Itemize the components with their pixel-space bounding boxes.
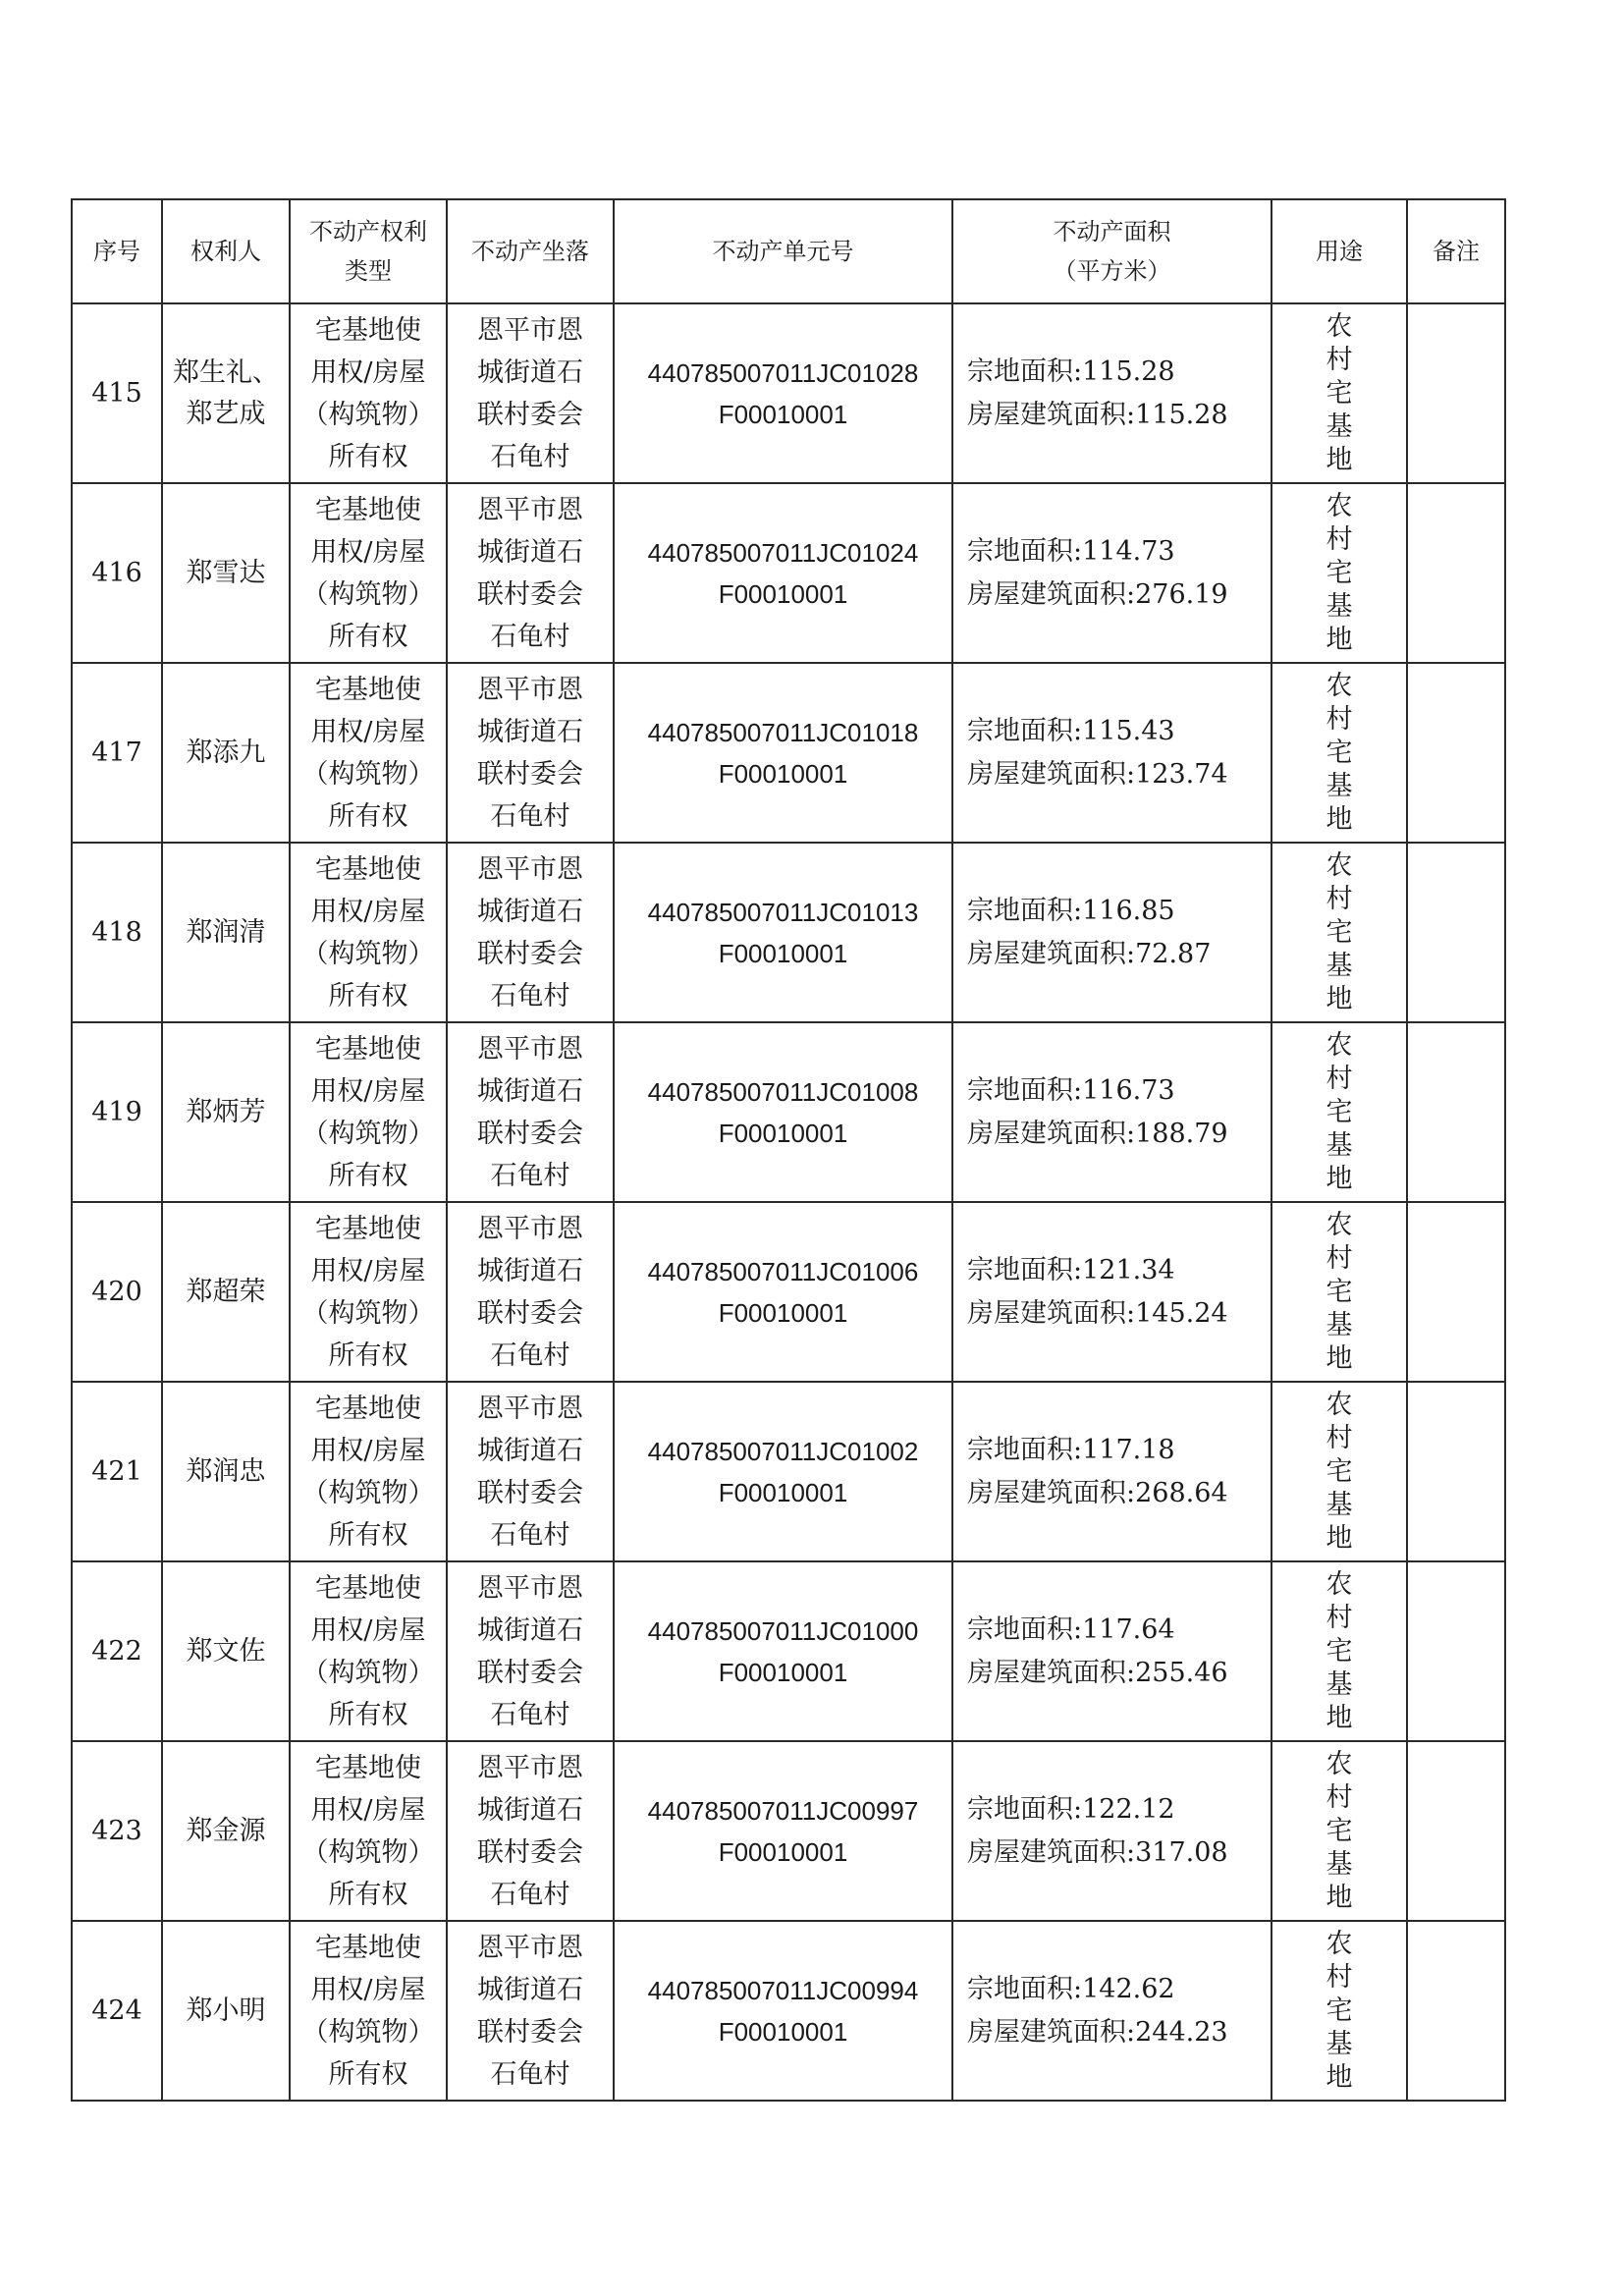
- unit-no-line: 440785007011JC00994: [647, 1975, 919, 2005]
- right-type-line: 所有权: [328, 2058, 408, 2090]
- owner-name: 郑金源: [186, 1815, 266, 1846]
- row-location: [447, 843, 614, 1022]
- usage-char: 村: [1325, 1422, 1353, 1453]
- right-type-line: 所有权: [328, 800, 408, 832]
- usage-char: 农: [1325, 1029, 1353, 1061]
- location-line: 城街道石: [477, 1255, 583, 1286]
- row-right-type: [290, 1382, 447, 1561]
- row-remark: [1407, 1741, 1505, 1921]
- right-type-line: 用权/房屋: [310, 1794, 426, 1826]
- usage-char: 宅: [1325, 1455, 1353, 1487]
- row-right-type: [290, 1921, 447, 2101]
- row-seq: 416: [72, 483, 162, 663]
- area-line: 房屋建筑面积:72.87: [967, 938, 1212, 969]
- unit-no-line: F00010001: [718, 758, 848, 789]
- table-row: [72, 1382, 1505, 1561]
- row-usage: [1271, 843, 1407, 1022]
- right-type-line: 用权/房屋: [310, 896, 426, 927]
- row-owner: [162, 843, 290, 1022]
- location-line: 城街道石: [477, 1075, 583, 1107]
- location-line: 联村委会: [477, 1297, 583, 1329]
- right-type-line: 用权/房屋: [310, 536, 426, 568]
- row-remark: [1407, 1561, 1505, 1741]
- row-unit-no: [614, 1382, 952, 1561]
- usage-char: 农: [1325, 1748, 1353, 1779]
- right-type-line: 所有权: [328, 1699, 408, 1730]
- area-line: 房屋建筑面积:244.23: [967, 2016, 1228, 2048]
- row-right-type: [290, 1022, 447, 1202]
- right-type-line: 所有权: [328, 1339, 408, 1371]
- usage-char: 农: [1325, 490, 1353, 521]
- property-registry-table: [71, 198, 1506, 2102]
- usage-char: 农: [1325, 1209, 1353, 1240]
- area-line: 房屋建筑面积:317.08: [967, 1836, 1228, 1868]
- unit-no-line: 440785007011JC01028: [647, 357, 919, 388]
- unit-no-line: 440785007011JC01008: [647, 1076, 919, 1107]
- row-seq: 424: [72, 1921, 162, 2101]
- right-type-line: （构筑物）: [301, 1836, 435, 1868]
- area-line: 房屋建筑面积:188.79: [967, 1118, 1228, 1149]
- area-line: 房屋建筑面积:145.24: [967, 1297, 1228, 1329]
- unit-no-line: 440785007011JC00997: [647, 1795, 919, 1826]
- row-right-type: [290, 663, 447, 843]
- header-seq: 序号: [72, 199, 162, 303]
- location-line: 恩平市恩: [477, 1572, 583, 1604]
- location-line: 石龟村: [490, 2058, 570, 2090]
- location-line: 城街道石: [477, 1794, 583, 1826]
- location-line: 联村委会: [477, 578, 583, 610]
- right-type-line: （构筑物）: [301, 938, 435, 969]
- right-type-line: （构筑物）: [301, 1657, 435, 1688]
- location-line: 石龟村: [490, 441, 570, 472]
- row-seq: 415: [72, 303, 162, 483]
- row-seq: 421: [72, 1382, 162, 1561]
- owner-name: 郑炳芳: [186, 1096, 266, 1127]
- right-type-line: 用权/房屋: [310, 1974, 426, 2005]
- location-line: 城街道石: [477, 536, 583, 568]
- row-remark: [1407, 1022, 1505, 1202]
- usage-char: 宅: [1325, 1635, 1353, 1667]
- header-area-line: （平方米）: [1053, 257, 1171, 285]
- row-unit-no: [614, 1202, 952, 1382]
- table-body: [72, 303, 1505, 2101]
- row-unit-no: [614, 1561, 952, 1741]
- usage-char: 村: [1325, 1242, 1353, 1274]
- unit-no-line: F00010001: [718, 578, 848, 609]
- usage-char: 地: [1325, 444, 1353, 475]
- row-unit-no: [614, 1022, 952, 1202]
- right-type-line: 宅基地使: [315, 314, 421, 346]
- area-line: 房屋建筑面积:276.19: [967, 578, 1228, 610]
- area-line: 房屋建筑面积:115.28: [967, 399, 1228, 430]
- usage-char: 地: [1325, 803, 1353, 835]
- row-remark: [1407, 843, 1505, 1022]
- usage-char: 基: [1325, 1668, 1353, 1700]
- usage-char: 基: [1325, 1489, 1353, 1520]
- location-line: 城街道石: [477, 896, 583, 927]
- owner-name: 郑文佐: [186, 1635, 266, 1667]
- unit-no-line: 440785007011JC01024: [647, 537, 919, 568]
- row-unit-no: [614, 483, 952, 663]
- usage-char: 宅: [1325, 1995, 1353, 2026]
- header-unit-no: 不动产单元号: [614, 199, 952, 303]
- row-location: [447, 1382, 614, 1561]
- usage-char: 地: [1325, 1342, 1353, 1374]
- location-line: 恩平市恩: [477, 1213, 583, 1244]
- table-row: [72, 1022, 1505, 1202]
- right-type-line: 宅基地使: [315, 1572, 421, 1604]
- owner-name: 郑生礼、: [173, 356, 279, 388]
- row-right-type: [290, 843, 447, 1022]
- area-line: 宗地面积:114.73: [967, 535, 1175, 567]
- table-row: [72, 303, 1505, 483]
- location-line: 联村委会: [477, 758, 583, 790]
- usage-char: 地: [1325, 1163, 1353, 1194]
- row-usage: [1271, 303, 1407, 483]
- table-row: [72, 483, 1505, 663]
- row-location: [447, 1202, 614, 1382]
- usage-char: 基: [1325, 1848, 1353, 1880]
- usage-char: 农: [1325, 670, 1353, 701]
- area-line: 房屋建筑面积:123.74: [967, 758, 1228, 790]
- row-right-type: [290, 1741, 447, 1921]
- row-location: [447, 1741, 614, 1921]
- location-line: 城街道石: [477, 1614, 583, 1646]
- usage-char: 村: [1325, 1781, 1353, 1813]
- usage-char: 村: [1325, 883, 1353, 914]
- usage-char: 宅: [1325, 1096, 1353, 1127]
- location-line: 恩平市恩: [477, 1752, 583, 1783]
- row-owner: [162, 303, 290, 483]
- usage-char: 村: [1325, 523, 1353, 555]
- owner-name: 郑雪达: [186, 557, 266, 588]
- right-type-line: 用权/房屋: [310, 1614, 426, 1646]
- row-owner: [162, 1202, 290, 1382]
- usage-char: 宅: [1325, 557, 1353, 588]
- owner-name: 郑润忠: [186, 1455, 266, 1487]
- owner-name: 郑超荣: [186, 1276, 266, 1307]
- table-row: [72, 1921, 1505, 2101]
- row-usage: [1271, 1022, 1407, 1202]
- row-usage: [1271, 1561, 1407, 1741]
- right-type-line: 宅基地使: [315, 1752, 421, 1783]
- unit-no-line: 440785007011JC01018: [647, 717, 919, 747]
- location-line: 石龟村: [490, 1879, 570, 1910]
- usage-char: 农: [1325, 1568, 1353, 1600]
- usage-char: 地: [1325, 624, 1353, 655]
- area-line: 房屋建筑面积:255.46: [967, 1657, 1228, 1688]
- header-area-line: 不动产面积: [1053, 218, 1171, 246]
- row-area: [952, 1202, 1271, 1382]
- location-line: 恩平市恩: [477, 1033, 583, 1065]
- row-owner: [162, 1921, 290, 2101]
- right-type-line: （构筑物）: [301, 1118, 435, 1149]
- area-line: 宗地面积:121.34: [967, 1254, 1175, 1285]
- table-row: [72, 843, 1505, 1022]
- usage-char: 农: [1325, 310, 1353, 342]
- area-line: 宗地面积:117.18: [967, 1434, 1175, 1465]
- right-type-line: 所有权: [328, 980, 408, 1011]
- unit-no-line: F00010001: [718, 938, 848, 968]
- row-remark: [1407, 1921, 1505, 2101]
- row-seq: 419: [72, 1022, 162, 1202]
- table-row: [72, 1561, 1505, 1741]
- row-seq: 418: [72, 843, 162, 1022]
- row-usage: [1271, 483, 1407, 663]
- row-area: [952, 1382, 1271, 1561]
- location-line: 石龟村: [490, 1519, 570, 1551]
- usage-char: 基: [1325, 590, 1353, 622]
- usage-char: 基: [1325, 410, 1353, 442]
- location-line: 联村委会: [477, 2016, 583, 2048]
- row-owner: [162, 1561, 290, 1741]
- area-line: 宗地面积:117.64: [967, 1613, 1175, 1645]
- row-owner: [162, 483, 290, 663]
- usage-char: 地: [1325, 1522, 1353, 1554]
- unit-no-line: 440785007011JC01013: [647, 897, 919, 927]
- unit-no-line: F00010001: [718, 1657, 848, 1687]
- row-seq: 417: [72, 663, 162, 843]
- usage-char: 基: [1325, 1309, 1353, 1340]
- usage-char: 地: [1325, 2061, 1353, 2093]
- usage-char: 村: [1325, 1063, 1353, 1094]
- row-area: [952, 1022, 1271, 1202]
- row-remark: [1407, 483, 1505, 663]
- location-line: 石龟村: [490, 800, 570, 832]
- row-area: [952, 1921, 1271, 2101]
- row-area: [952, 303, 1271, 483]
- header-usage: 用途: [1271, 199, 1407, 303]
- right-type-line: 用权/房屋: [310, 356, 426, 388]
- right-type-line: 用权/房屋: [310, 1075, 426, 1107]
- row-right-type: [290, 303, 447, 483]
- location-line: 联村委会: [477, 1118, 583, 1149]
- right-type-line: 用权/房屋: [310, 1435, 426, 1466]
- owner-name: 郑添九: [186, 737, 266, 768]
- usage-char: 宅: [1325, 1815, 1353, 1846]
- right-type-line: （构筑物）: [301, 758, 435, 790]
- location-line: 恩平市恩: [477, 674, 583, 705]
- unit-no-line: F00010001: [718, 399, 848, 429]
- row-usage: [1271, 1741, 1407, 1921]
- usage-char: 宅: [1325, 916, 1353, 948]
- row-unit-no: [614, 303, 952, 483]
- usage-char: 农: [1325, 1928, 1353, 1959]
- location-line: 城街道石: [477, 1435, 583, 1466]
- row-seq: 422: [72, 1561, 162, 1741]
- location-line: 石龟村: [490, 1699, 570, 1730]
- location-line: 联村委会: [477, 938, 583, 969]
- usage-char: 农: [1325, 1389, 1353, 1420]
- header-row: [72, 199, 1505, 303]
- row-right-type: [290, 1202, 447, 1382]
- row-owner: [162, 1382, 290, 1561]
- usage-char: 村: [1325, 703, 1353, 735]
- usage-char: 宅: [1325, 377, 1353, 409]
- owner-name: 郑润清: [186, 916, 266, 948]
- row-unit-no: [614, 1921, 952, 2101]
- usage-char: 基: [1325, 1129, 1353, 1161]
- usage-char: 宅: [1325, 1276, 1353, 1307]
- right-type-line: 宅基地使: [315, 853, 421, 885]
- area-line: 宗地面积:142.62: [967, 1973, 1175, 2004]
- location-line: 联村委会: [477, 399, 583, 430]
- row-location: [447, 1921, 614, 2101]
- right-type-line: （构筑物）: [301, 578, 435, 610]
- table-row: [72, 663, 1505, 843]
- right-type-line: 宅基地使: [315, 1033, 421, 1065]
- unit-no-line: F00010001: [718, 1477, 848, 1507]
- row-usage: [1271, 1921, 1407, 2101]
- row-usage: [1271, 1202, 1407, 1382]
- unit-no-line: 440785007011JC01002: [647, 1436, 919, 1466]
- header-remark: 备注: [1407, 199, 1505, 303]
- right-type-line: （构筑物）: [301, 2016, 435, 2048]
- right-type-line: 宅基地使: [315, 1932, 421, 1963]
- usage-char: 村: [1325, 344, 1353, 375]
- usage-char: 地: [1325, 1882, 1353, 1913]
- right-type-line: 用权/房屋: [310, 716, 426, 747]
- area-line: 宗地面积:115.43: [967, 715, 1175, 746]
- location-line: 联村委会: [477, 1836, 583, 1868]
- row-remark: [1407, 663, 1505, 843]
- unit-no-line: 440785007011JC01006: [647, 1256, 919, 1286]
- row-owner: [162, 1022, 290, 1202]
- header-owner: 权利人: [162, 199, 290, 303]
- area-line: 宗地面积:116.85: [967, 895, 1175, 926]
- usage-char: 宅: [1325, 737, 1353, 768]
- row-remark: [1407, 1382, 1505, 1561]
- area-line: 宗地面积:115.28: [967, 355, 1175, 387]
- row-right-type: [290, 1561, 447, 1741]
- right-type-line: 用权/房屋: [310, 1255, 426, 1286]
- row-area: [952, 843, 1271, 1022]
- right-type-line: （构筑物）: [301, 1297, 435, 1329]
- usage-char: 地: [1325, 1702, 1353, 1733]
- row-location: [447, 483, 614, 663]
- row-usage: [1271, 1382, 1407, 1561]
- row-location: [447, 1561, 614, 1741]
- row-remark: [1407, 303, 1505, 483]
- right-type-line: （构筑物）: [301, 399, 435, 430]
- header-right-type-line: 不动产权利: [309, 218, 427, 246]
- right-type-line: 宅基地使: [315, 1393, 421, 1424]
- row-unit-no: [614, 843, 952, 1022]
- right-type-line: 宅基地使: [315, 494, 421, 525]
- right-type-line: 所有权: [328, 441, 408, 472]
- usage-char: 村: [1325, 1961, 1353, 1993]
- right-type-line: 所有权: [328, 1160, 408, 1191]
- row-area: [952, 1741, 1271, 1921]
- right-type-line: （构筑物）: [301, 1477, 435, 1508]
- row-area: [952, 483, 1271, 663]
- row-area: [952, 1561, 1271, 1741]
- right-type-line: 所有权: [328, 621, 408, 652]
- header-area: [952, 199, 1271, 303]
- owner-name: 郑艺成: [186, 398, 266, 429]
- area-line: 房屋建筑面积:268.64: [967, 1477, 1228, 1508]
- usage-char: 农: [1325, 849, 1353, 881]
- owner-name: 郑小明: [186, 1995, 266, 2026]
- location-line: 联村委会: [477, 1657, 583, 1688]
- area-line: 宗地面积:116.73: [967, 1074, 1175, 1106]
- usage-char: 村: [1325, 1602, 1353, 1633]
- header-location: 不动产坐落: [447, 199, 614, 303]
- header-right-type: [290, 199, 447, 303]
- row-location: [447, 1022, 614, 1202]
- location-line: 石龟村: [490, 1160, 570, 1191]
- row-area: [952, 663, 1271, 843]
- right-type-line: 所有权: [328, 1519, 408, 1551]
- table-row: [72, 1202, 1505, 1382]
- row-right-type: [290, 483, 447, 663]
- location-line: 城街道石: [477, 1974, 583, 2005]
- location-line: 恩平市恩: [477, 1932, 583, 1963]
- location-line: 城街道石: [477, 356, 583, 388]
- location-line: 联村委会: [477, 1477, 583, 1508]
- location-line: 石龟村: [490, 1339, 570, 1371]
- location-line: 恩平市恩: [477, 494, 583, 525]
- usage-char: 基: [1325, 2028, 1353, 2059]
- header-right-type-line: 类型: [345, 257, 392, 285]
- location-line: 恩平市恩: [477, 1393, 583, 1424]
- right-type-line: 所有权: [328, 1879, 408, 1910]
- unit-no-line: 440785007011JC01000: [647, 1615, 919, 1646]
- row-location: [447, 303, 614, 483]
- usage-char: 地: [1325, 983, 1353, 1014]
- location-line: 城街道石: [477, 716, 583, 747]
- row-usage: [1271, 663, 1407, 843]
- usage-char: 基: [1325, 770, 1353, 801]
- usage-char: 基: [1325, 950, 1353, 981]
- row-unit-no: [614, 663, 952, 843]
- row-owner: [162, 663, 290, 843]
- right-type-line: 宅基地使: [315, 674, 421, 705]
- unit-no-line: F00010001: [718, 1297, 848, 1328]
- row-owner: [162, 1741, 290, 1921]
- unit-no-line: F00010001: [718, 2016, 848, 2047]
- row-remark: [1407, 1202, 1505, 1382]
- unit-no-line: F00010001: [718, 1836, 848, 1867]
- area-line: 宗地面积:122.12: [967, 1793, 1175, 1825]
- location-line: 石龟村: [490, 621, 570, 652]
- right-type-line: 宅基地使: [315, 1213, 421, 1244]
- row-seq: 423: [72, 1741, 162, 1921]
- location-line: 石龟村: [490, 980, 570, 1011]
- location-line: 恩平市恩: [477, 853, 583, 885]
- row-seq: 420: [72, 1202, 162, 1382]
- row-location: [447, 663, 614, 843]
- unit-no-line: F00010001: [718, 1118, 848, 1148]
- row-unit-no: [614, 1741, 952, 1921]
- location-line: 恩平市恩: [477, 314, 583, 346]
- table-row: [72, 1741, 1505, 1921]
